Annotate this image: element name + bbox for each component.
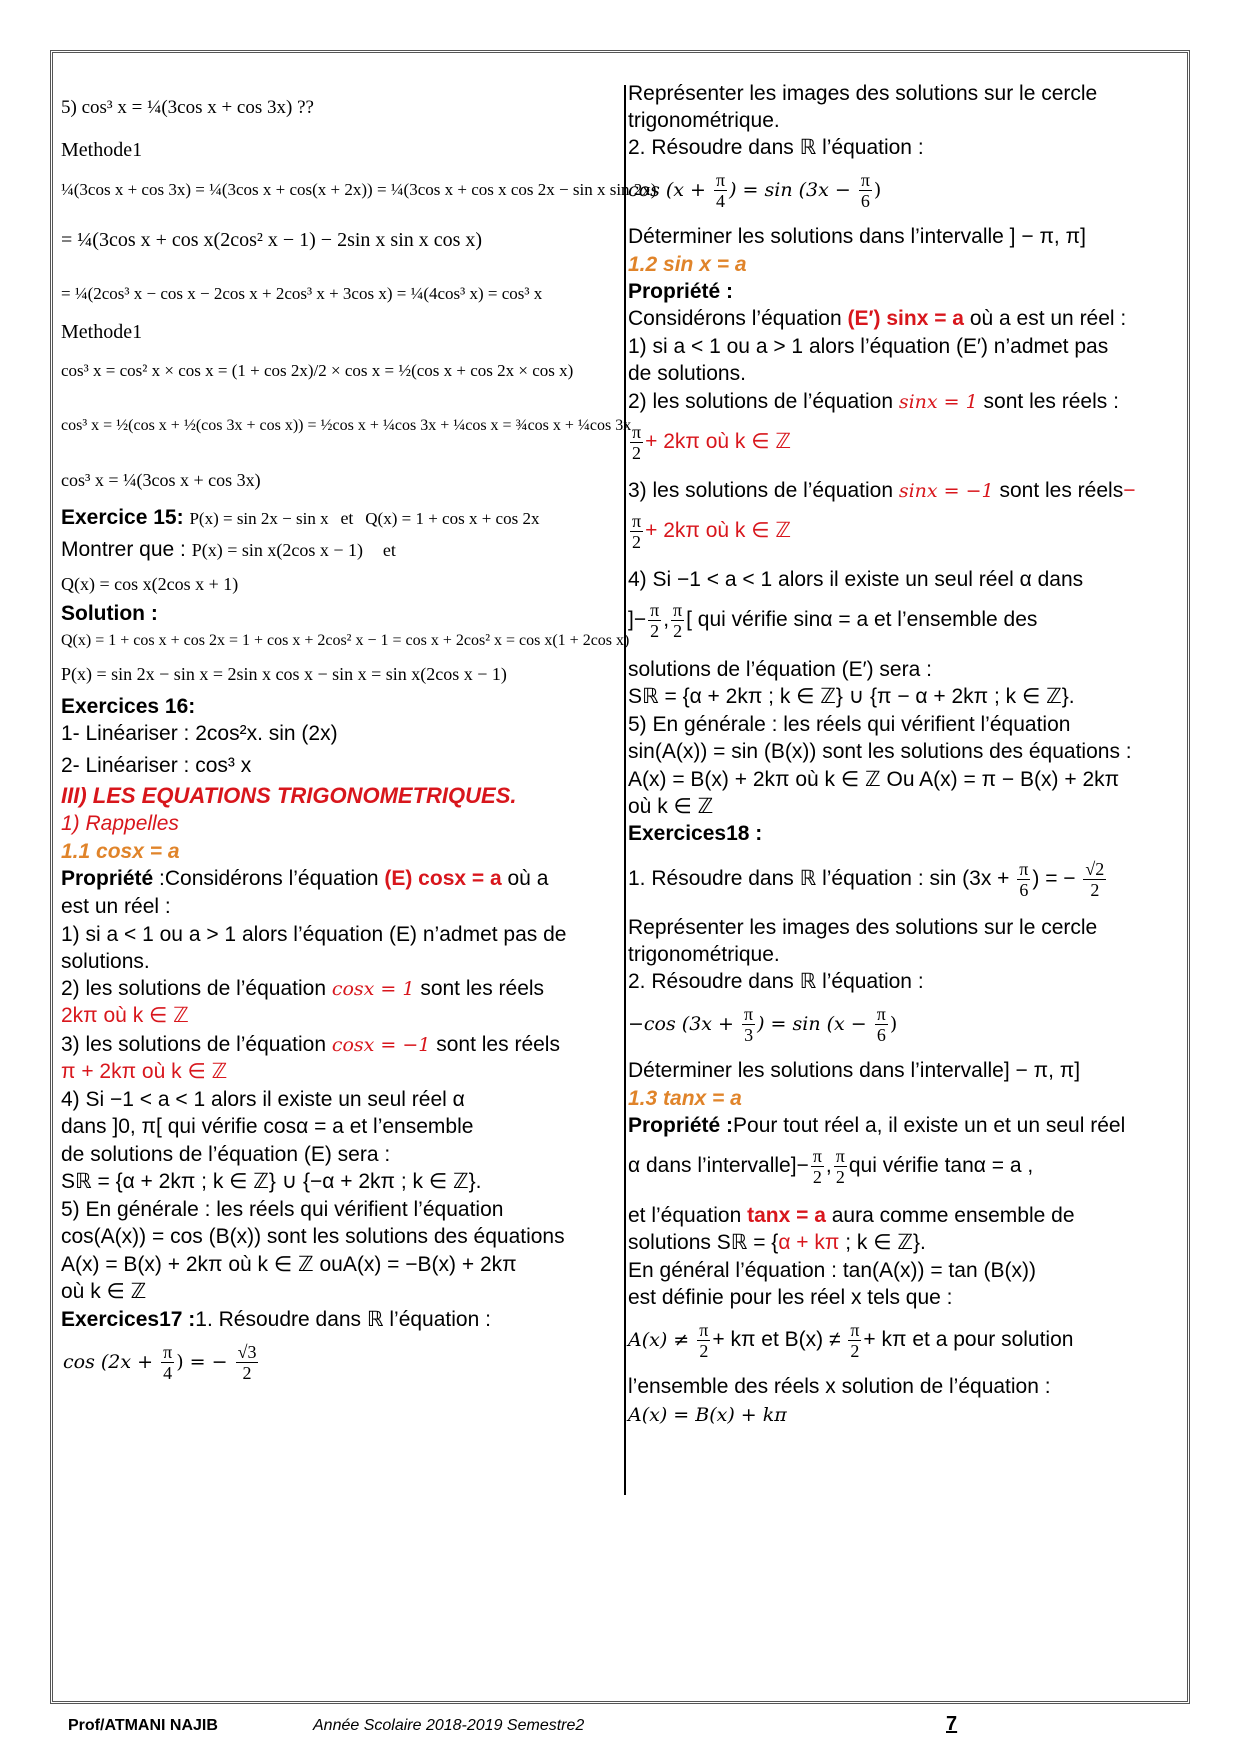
method2-result: cos³ x = ¼(3cos x + cos 3x) — [61, 470, 261, 490]
cos-rule-1a: 1) si a < 1 ou a > 1 alors l’équation (E) n’admet pas de — [61, 923, 567, 946]
method-label: Methode1 — [61, 139, 143, 161]
fraction-sqrt2-over-2 — [1083, 859, 1106, 900]
r-interval-line: Déterminer les solutions dans l’intervalle ] − π, π] — [628, 225, 1086, 248]
footer-author: Prof/ATMANI NAJIB — [68, 1717, 218, 1734]
fraction-pi-over-6 — [1017, 859, 1030, 900]
sin-rule-5d: où k ∈ ℤ — [628, 795, 714, 818]
exercise-17-line — [61, 1307, 491, 1333]
cos-solution-set: Sℝ = {α + 2kπ ; k ∈ ℤ} ∪ {−α + 2kπ ; k ∈ ℤ}. — [61, 1170, 482, 1193]
tan-final-equation: A(x) = B(x) + kπ — [628, 1404, 787, 1426]
method1-step1: ¼(3cos x + cos 3x) = ¼(3cos x + cos(x + 2x)) = ¼(3cos x + cos x cos 2x − sin x sin 2x) — [61, 180, 657, 199]
sin-rule-2-end: sont les réels : — [977, 390, 1119, 413]
et-connector-2: et — [382, 540, 396, 560]
tan-set-expr: α + kπ — [778, 1231, 840, 1254]
fraction-pi-over-3 — [742, 1004, 755, 1045]
fraction-denominator: 6 — [860, 190, 870, 211]
section-heading: III) LES EQUATIONS TRIGONOMETRIQUES. — [61, 783, 517, 808]
sin-rule-4c: solutions de l’équation (E′) sera : — [628, 658, 932, 681]
fraction-denominator: 4 — [716, 190, 726, 211]
r-line-2: trigonométrique. — [628, 109, 780, 132]
fraction-numerator: π — [850, 1319, 860, 1340]
sin-rule-2-eq: sinx = 1 — [898, 391, 978, 413]
eq-part-c: ) — [873, 179, 882, 201]
r-trig-line: trigonométrique. — [628, 943, 780, 966]
fraction-numerator: π — [699, 1319, 709, 1340]
montrer-label: Montrer que : — [61, 538, 186, 561]
property-line-2: est un réel : — [61, 895, 171, 918]
fraction-pi-over-6 — [859, 170, 872, 211]
fraction-denominator: 2 — [812, 1166, 822, 1187]
fraction-numerator: π — [632, 510, 642, 531]
sin-rule-2-solution — [628, 417, 791, 467]
exercise-15-title: Exercice 15: — [61, 506, 184, 529]
tan-eq: tanx = a — [747, 1204, 826, 1227]
method-label-2: Methode1 — [61, 321, 143, 343]
exercise-17-text: 1. Résoudre dans ℝ l’équation : — [195, 1308, 491, 1331]
cos-rule-2-eq: cosx = 1 — [331, 978, 415, 1000]
subsection-sin: 1.2 sin x = a — [628, 253, 747, 276]
property-text-end: où a — [501, 867, 549, 890]
sin-rule-2-text: 2) les solutions de l’équation — [628, 390, 899, 413]
property-sin-end: où a est un réel : — [963, 307, 1127, 330]
eq-part-a: cos (x + — [628, 179, 712, 201]
fraction-numerator: π — [876, 1003, 886, 1024]
fraction-numerator: √2 — [1085, 858, 1105, 879]
cond-part-c: + kπ et a pour solution — [863, 1328, 1074, 1351]
cond-part-b: + kπ et B(x) ≠ — [712, 1328, 847, 1351]
sin-rule-4b-text: [ qui vérifie sinα = a et l’ensemble des — [686, 608, 1038, 631]
tan-condition-line — [628, 1315, 1073, 1365]
property-text: :Considérons l’équation — [153, 867, 385, 890]
minus-sign: − — [1123, 479, 1136, 502]
eq17-part-a: cos (2x + — [63, 1351, 160, 1373]
tan-equation-line — [628, 1203, 1075, 1229]
r-line-3: 2. Résoudre dans ℝ l’équation : — [628, 136, 924, 159]
cos-rule-3 — [61, 1032, 560, 1058]
equation-e: (E) cosx = a — [384, 867, 502, 890]
fraction-numerator: π — [163, 1341, 173, 1362]
solution-p: P(x) = sin 2x − sin x = 2sin x cos x − sin x = sin x(2cos x − 1) — [61, 664, 507, 684]
sin-rule-3-eq: sinx = −1 — [898, 480, 994, 502]
fraction-denominator: 2 — [1090, 879, 1100, 900]
montrer-q: Q(x) = cos x(2cos x + 1) — [61, 574, 239, 594]
cos-rule-4c: de solutions de l’équation (E) sera : — [61, 1143, 391, 1166]
method1-step2: = ¼(3cos x + cos x(2cos² x − 1) − 2sin x sin x cos x) — [61, 229, 483, 251]
sin-rule-5b: sin(A(x)) = sin (B(x)) sont les solutions des équations : — [628, 740, 1132, 763]
cos-rule-2-end: sont les réels — [414, 977, 545, 1000]
page-frame — [50, 50, 1190, 1735]
page-number: 7 — [946, 1713, 958, 1735]
sin-rule-5a: 5) En générale : les réels qui vérifient l’équation — [628, 713, 1071, 736]
cos-rule-5b: cos(A(x)) = cos (B(x)) sont les solutions des équations — [61, 1225, 565, 1248]
et-connector: et — [340, 508, 354, 528]
solution-title: Solution : — [61, 602, 158, 625]
eq-part-c: ) — [889, 1013, 898, 1035]
tan-general-line: En général l’équation : tan(A(x)) = tan (B(x)) — [628, 1259, 1036, 1282]
fraction-numerator: π — [812, 1145, 822, 1166]
sin-rule-1: 1) si a < 1 ou a > 1 alors l’équation (E′) n’admet pas — [628, 335, 1109, 358]
sin-rule-3 — [628, 478, 1135, 504]
fraction-sqrt3-over-2 — [236, 1342, 259, 1383]
cos-rule-1b: solutions. — [61, 950, 150, 973]
cos-rule-4b: dans ]0, π[ qui vérifie cosα = a et l’ensemble — [61, 1115, 474, 1138]
property-cos-line — [61, 866, 548, 892]
exercise-16-title: Exercices 16: — [61, 695, 196, 718]
property-label: Propriété — [61, 867, 154, 890]
fraction-denominator: 2 — [835, 1166, 845, 1187]
cos-rule-5d: où k ∈ ℤ — [61, 1280, 147, 1303]
fraction-denominator: 3 — [744, 1024, 754, 1045]
footer-year: Année Scolaire 2018-2019 Semestre2 — [313, 1717, 585, 1734]
fraction-numerator: π — [835, 1145, 845, 1166]
fraction-numerator: π — [673, 599, 683, 620]
exercise-16-item-2: 2- Linéariser : cos³ x — [61, 754, 252, 777]
sin-rule-3-end: sont les réels — [993, 479, 1124, 502]
r-represent-line: Représenter les images des solutions sur le cercle — [628, 916, 1098, 939]
fraction-numerator: π — [860, 169, 870, 190]
exercise-17-equation — [61, 1337, 260, 1387]
fraction-denominator: 2 — [632, 531, 642, 552]
column-divider — [624, 85, 626, 1495]
fraction-denominator: 2 — [242, 1362, 252, 1383]
equation-e-prime: (E′) sinx = a — [847, 307, 964, 330]
fraction-numerator: π — [1019, 858, 1029, 879]
exercise-15-p: P(x) = sin 2x − sin x — [189, 509, 329, 528]
eq-part-b: ) = sin (3x − — [729, 179, 857, 201]
exercise-18-title: Exercices18 : — [628, 822, 763, 845]
fraction-pi-over-6 — [875, 1004, 888, 1045]
fraction-numerator: √3 — [237, 1341, 257, 1362]
subsection-rappelles: 1) Rappelles — [61, 812, 179, 835]
method2-step2: cos³ x = ½(cos x + ½(cos 3x + cos x)) = ½cos x + ¼cos 3x + ¼cos x = ¾cos x + ¼cos 3x — [61, 417, 632, 434]
exercise-15-q: Q(x) = 1 + cos x + cos 2x — [365, 509, 540, 528]
tan-eq-end: aura comme ensemble de — [825, 1204, 1075, 1227]
eq-part-a: −cos (3x + — [628, 1013, 741, 1035]
eq18-part-b: ) = − — [1032, 867, 1082, 890]
property-sin-line — [628, 306, 1126, 332]
fraction-numerator: π — [744, 1003, 754, 1024]
fraction-pi-over-2 — [834, 1146, 847, 1187]
fraction-pi-over-2 — [848, 1320, 861, 1361]
cos-rule-2-text: 2) les solutions de l’équation — [61, 977, 332, 1000]
r-line-1: Représenter les images des solutions sur le cercle — [628, 82, 1098, 105]
eq-part-b: ) = sin (x − — [757, 1013, 873, 1035]
exercise-17-title: Exercices17 : — [61, 1308, 196, 1331]
tan-solution-set — [628, 1230, 926, 1256]
tan-defined-line: est définie pour les réel x tels que : — [628, 1286, 953, 1309]
fraction-pi-over-2 — [671, 600, 684, 641]
tan-interval-end: qui vérifie tanα = a , — [848, 1154, 1034, 1177]
sin-rule-2 — [628, 389, 1119, 415]
eq18-part-a: 1. Résoudre dans ℝ l’équation : sin (3x + — [628, 867, 1016, 890]
sin-rule-3-text: 3) les solutions de l’équation — [628, 479, 899, 502]
exercise-18-equation — [628, 853, 1108, 905]
property-tan-line — [628, 1113, 1125, 1139]
fraction-denominator: 2 — [632, 442, 642, 463]
fraction-pi-over-2 — [811, 1146, 824, 1187]
fraction-pi-over-2 — [630, 422, 643, 463]
tan-set-end: ; k ∈ ℤ}. — [839, 1231, 926, 1254]
subsection-cos: 1.1 cosx = a — [61, 840, 180, 863]
exercise-17-equation-2 — [628, 165, 881, 215]
fraction-denominator: 2 — [850, 1340, 860, 1361]
exercise-15-line — [61, 505, 539, 532]
exercise-16-item-1: 1- Linéariser : 2cos²x. sin (2x) — [61, 722, 338, 745]
tan-solution-line: l’ensemble des réels x solution de l’équation : — [628, 1375, 1051, 1398]
sin-rule-1b: de solutions. — [628, 362, 746, 385]
tan-eq-text: et l’équation — [628, 1204, 748, 1227]
sin-solution-set: Sℝ = {α + 2kπ ; k ∈ ℤ} ∪ {π − α + 2kπ ; k ∈ ℤ}. — [628, 685, 1075, 708]
fraction-denominator: 2 — [699, 1340, 709, 1361]
r-interval-line-2: Déterminer les solutions dans l’intervalle] − π, π] — [628, 1059, 1081, 1082]
r-resolve-line: 2. Résoudre dans ℝ l’équation : — [628, 970, 924, 993]
fraction-pi-over-2 — [697, 1320, 710, 1361]
cos-rule-3-eq: cosx = −1 — [331, 1034, 431, 1056]
tan-interval-text: α dans l’intervalle]− — [628, 1154, 809, 1177]
fraction-numerator: π — [632, 421, 642, 442]
property-sin-text: Considérons l’équation — [628, 307, 848, 330]
cos-rule-2-solution: 2kπ où k ∈ ℤ — [61, 1004, 189, 1027]
cond-part-a: A(x) ≠ — [628, 1329, 696, 1351]
cos-rule-4a: 4) Si −1 < a < 1 alors il existe un seul réel α — [61, 1088, 465, 1111]
sin-rule-5c: A(x) = B(x) + 2kπ où k ∈ ℤ Ou A(x) = π − B(x) + 2kπ — [628, 768, 1120, 791]
fraction-denominator: 6 — [1019, 879, 1029, 900]
tan-interval-line — [628, 1141, 1033, 1191]
comma: , — [663, 608, 670, 631]
method1-step3: = ¼(2cos³ x − cos x − 2cos x + 2cos³ x + 3cos x) = ¼(4cos³ x) = cos³ x — [61, 284, 543, 303]
fraction-denominator: 6 — [876, 1024, 886, 1045]
montrer-line — [61, 537, 396, 563]
cos-rule-5c: A(x) = B(x) + 2kπ où k ∈ ℤ ouA(x) = −B(x) + 2kπ — [61, 1253, 517, 1276]
method2-step1: cos³ x = cos² x × cos x = (1 + cos 2x)/2 × cos x = ½(cos x + cos 2x × cos x) — [61, 361, 574, 380]
interval-open: ]− — [628, 608, 647, 631]
fraction-denominator: 2 — [673, 620, 683, 641]
fraction-numerator: π — [716, 169, 726, 190]
subsection-tan: 1.3 tanx = a — [628, 1087, 742, 1110]
cos-rule-3-end: sont les réels — [430, 1033, 560, 1056]
cos-rule-2 — [61, 976, 544, 1002]
fraction-pi-over-2 — [648, 600, 661, 641]
cos-rule-3-solution: π + 2kπ où k ∈ ℤ — [61, 1060, 228, 1083]
sin-rule-4b — [628, 595, 1037, 645]
comma: , — [825, 1154, 832, 1177]
fraction-denominator: 4 — [163, 1362, 173, 1383]
sin-rule-4a: 4) Si −1 < a < 1 alors il existe un seul réel α dans — [628, 568, 1084, 591]
montrer-p: P(x) = sin x(2cos x − 1) — [191, 540, 364, 560]
cos-rule-5a: 5) En générale : les réels qui vérifient l’équation — [61, 1198, 504, 1221]
exercise-5-statement: 5) cos³ x = ¼(3cos x + cos 3x) ?? — [61, 97, 314, 118]
fraction-pi-over-2 — [630, 511, 643, 552]
property-tan-text: Pour tout réel a, il existe un et un seul réel — [733, 1114, 1126, 1137]
solution-text: + 2kπ où k ∈ ℤ — [645, 430, 791, 453]
property-label-sin: Propriété : — [628, 280, 734, 303]
fraction-numerator: π — [650, 599, 660, 620]
solution-q: Q(x) = 1 + cos x + cos 2x = 1 + cos x + 2cos² x − 1 = cos x + 2cos² x = cos x(1 + 2cos x) — [61, 632, 630, 649]
sin-rule-3-solution — [628, 506, 791, 556]
property-label-tan: Propriété : — [628, 1114, 734, 1137]
cos-rule-3-text: 3) les solutions de l’équation — [61, 1033, 332, 1056]
exercise-18-equation-2 — [628, 999, 897, 1049]
fraction-pi-over-4 — [714, 170, 727, 211]
fraction-denominator: 2 — [650, 620, 660, 641]
tan-set-text: solutions Sℝ = { — [628, 1231, 779, 1254]
solution-text: + 2kπ où k ∈ ℤ — [645, 519, 791, 542]
eq17-part-b: ) = − — [176, 1351, 234, 1373]
fraction-pi-over-4 — [161, 1342, 174, 1383]
